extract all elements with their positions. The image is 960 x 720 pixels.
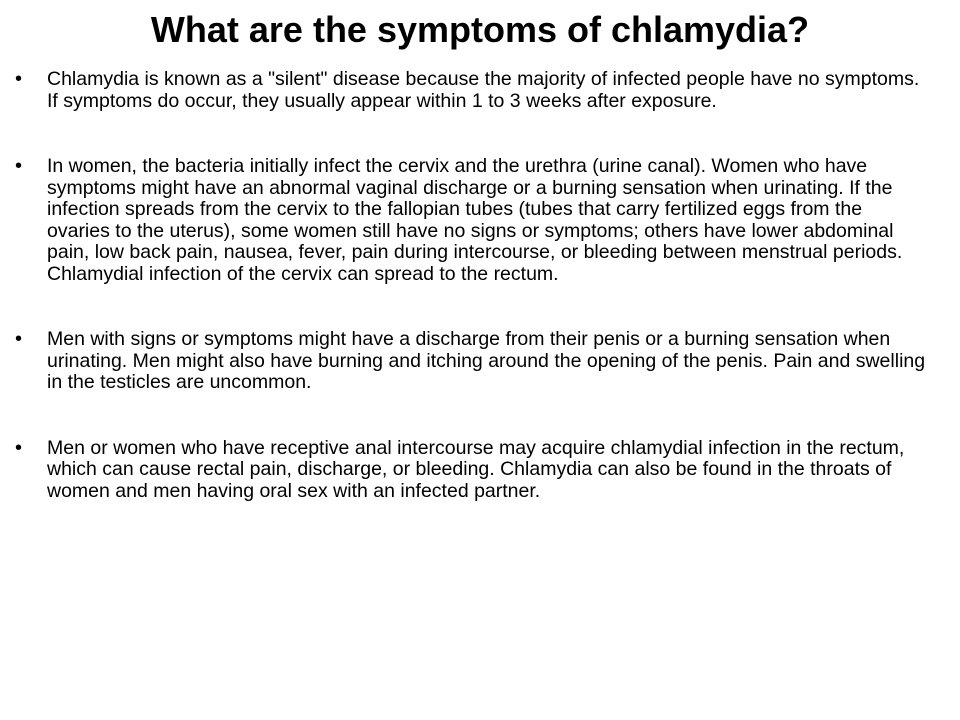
bullet-text: In women, the bacteria initially infect the cervix and the urethra (urine canal). Women who have symptoms might have an abnormal vaginal discharge or a burning sensation when urinating. If the infection spreads from the cervix to the fallopian tubes (tubes that carry fertilized eggs from the ovaries to the uterus), some women still have no signs or symptoms; others have lower abdominal pain, low back pain, nausea, fever, pain during intercourse, or bleeding between menstrual periods. Chlamydial infection of the cervix can spread to the rectum. <box>47 155 903 285</box>
bullet-list <box>15 69 930 502</box>
bullet-item <box>15 156 930 285</box>
bullet-item <box>15 329 930 394</box>
bullet-dot-icon: • <box>15 68 23 90</box>
bullet-dot-icon: • <box>15 155 23 177</box>
bullet-dot-icon: • <box>15 328 23 350</box>
bullet-dot-icon: • <box>15 436 23 459</box>
bullet-text: Chlamydia is known as a "silent" disease because the majority of infected people have no symptoms. If symptoms do occur, they usually appear within 1 to 3 weeks after exposure. <box>47 68 920 112</box>
bullet-text: Men with signs or symptoms might have a discharge from their penis or a burning sensation when urinating. Men might also have burning and itching around the opening of the penis. Pain and swelling in the testicles are uncommon. <box>47 328 926 393</box>
bullet-item <box>15 438 930 503</box>
slide-title: What are the symptoms of chlamydia? <box>150 9 810 50</box>
bullet-item <box>15 69 930 112</box>
bullet-text: Men or women who have receptive anal intercourse may acquire chlamydial infection in the rectum, which can cause rectal pain, discharge, or bleeding. Chlamydia can also be found in the throats of women and men having oral sex with an infected partner. <box>47 436 905 502</box>
